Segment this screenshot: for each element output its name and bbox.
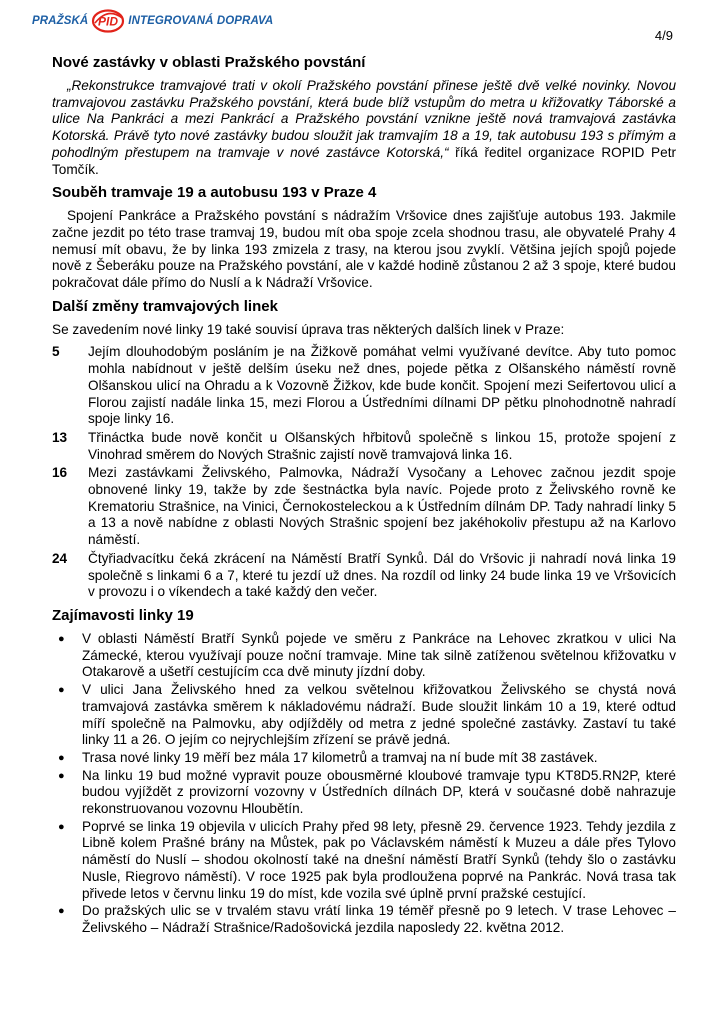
heading-new-stops: Nové zastávky v oblasti Pražského povstání: [52, 54, 366, 71]
bullet-icon: ●: [58, 751, 65, 764]
bullet-text: Na linku 19 bud možné vypravit pouze obousměrné kloubové tramvaje typu KT8D5.RN2P, které budou vyjíždět z provizorní vozovny v Ústředních dílnách DP, která v současné době nahrazuje rekonstruovanou vozovnu Hloubětín.: [82, 767, 676, 817]
quote-attribution: říká ředitel organizace ROPID Petr Tomčík.: [52, 144, 676, 177]
logo-text-left: PRAŽSKÁ: [32, 15, 89, 27]
list-item: [52, 903, 676, 936]
facts-bullet-list: [52, 631, 676, 937]
list-item: [52, 750, 676, 767]
list-item: [52, 682, 676, 749]
document-body: [52, 54, 676, 938]
line-change-text: Jejím dlouhodobým posláním je na Žižkově pomáhat velmi využívané devítce. Aby tuto pomoc mohla nabídnout v ještě delším úseku než dnes, pojede pětka z Olšanského náměstí rovně Olšanskou ulicí na Ohradu a k Vozovně Žižkov, kde bude končit. Spojení mezi Seifertovou ulicí a Florou zajistí nadále linka 15, mezi Florou a Ústředními dílnami DP pětku plnohodnotně nahradí spoje linky 16.: [88, 344, 676, 427]
bullet-text: V oblasti Náměstí Bratří Synků pojede ve směru z Pankráce na Lehovec zkratkou v ulici Na Zámecké, kterou využívají pouze noční tramvaje. Mine tak silně zatíženou světelnou křižovatku v Otakarově a ušetří cestujícím cca dvě minuty jízdní doby.: [82, 630, 676, 680]
list-item: [52, 631, 676, 681]
bullet-icon: ●: [58, 905, 65, 918]
bullet-text: V ulici Jana Želivského hned za velkou světelnou křižovatkou Želivského se chystá nová tramvajová zastávka směrem k nákladovému nádraží. Bude sloužit linkám 10 a 19, které odtud míří společně na Palmovku, aby odjížděly od metra z jedné společné zastávky. Zastaví tu také linky 11 a 26. O jejím co nejrychlejším zřízení se právě jedná.: [82, 682, 676, 748]
bullet-icon: ●: [58, 769, 65, 782]
line-number: 16: [52, 465, 68, 481]
line-number: 13: [52, 429, 68, 445]
list-item: [52, 344, 676, 428]
line-change-text: Mezi zastávkami Želivského, Palmovka, Nádraží Vysočany a Lehovec začnou jezdit spoje obnovené linky 19, takže by zde šestnáctka byla navíc. Pojede proto z Želivského rovně ke Krematoriu Strašnice, na Vinici, Černokosteleckou a k Ústředním dílnám DP. Tady nahradí linky 5 a 13 a nově nabídne z oblasti Nových Strašnic spojení bez jakéhokoliv přestupu až na Karlovo náměstí.: [88, 465, 676, 548]
quote-text: „Rekonstrukce tramvajové trati v okolí Pražského povstání přinese ještě dvě velké novinky. Novou tramvajovou zastávku Pražského povstání, která bude blíž vstupům do metra u křižovatky Táborské a ulice Na Pankráci a mezi Pankrácí a Pražského povstání vznikne ještě nová tramvajová zastávka Kotorská. Právě tyto nové zastávky budou sloužit jak tramvajím 18 a 19, tak autobusu 193 s přímým a pohodlným přestupem na tramvaje v nové zastávce Kotorská,“: [52, 78, 676, 160]
list-item: [52, 819, 676, 903]
page-number: 4/9: [654, 28, 673, 43]
list-item: [52, 551, 676, 601]
bullet-icon: ●: [58, 632, 65, 645]
line-change-text: Čtyřiadvacítku čeká zkrácení na Náměstí Bratří Synků. Dál do Vršovic ji nahradí nová linka 19 společně s linkami 6 a 7, které tu jezdí už dnes. Na rozdíl od linky 24 bude linka 19 ve Vršovicích v provozu i o víkendech a také každý den večer.: [88, 550, 676, 600]
list-item: [52, 465, 676, 549]
pid-logo-icon: [91, 9, 125, 33]
list-item: [52, 430, 676, 463]
heading-other-changes: Další změny tramvajových linek: [52, 297, 278, 315]
line-change-text: Třináctka bude nově končit u Olšanských hřbitovů společně s linkou 15, protože spojení z Vinohrad směrem do Nových Strašnic zajistí nově tramvajová linka 16.: [88, 429, 676, 462]
heading-tram-bus-overlap: Souběh tramvaje 19 a autobusu 193 v Praze 4: [52, 184, 377, 202]
bullet-icon: ●: [58, 820, 65, 833]
heading-line19-facts: Zajímavosti linky 19: [52, 606, 194, 624]
line-changes-list: [52, 344, 676, 601]
bullet-text: Poprvé se linka 19 objevila v ulicích Prahy před 98 lety, přesně 29. července 1923. Tehdy jezdila z Libně kolem Prašné brány na Můstek, pak po Václavském náměstí k Muzeu a dále přes Tylovo náměstí do Nuslí – shodou okolností také na dnešní náměstí Bratří Synků (tehdy šlo o zastávku Nusle, Riegrovo náměstí). V roce 1925 pak byla prodloužena poprvé na Pankrác. Nová trasa tak přivede letos v červnu linku 19 do míst, kde vozila své úplně první pražské cestující.: [82, 818, 676, 901]
logo-text-right: INTEGROVANÁ DOPRAVA: [128, 15, 274, 27]
list-item: [52, 768, 676, 818]
bullet-text: Trasa nové linky 19 měří bez mála 17 kilometrů a tramvaj na ní bude mít 38 zastávek.: [82, 749, 598, 765]
bullet-icon: ●: [58, 684, 65, 697]
svg-text:PID: PID: [98, 14, 119, 29]
header-logo: [32, 8, 273, 34]
paragraph-overlap: Spojení Pankráce a Pražského povstání s nádražím Vršovice dnes zajišťuje autobus 193. Jakmile začne jezdit po této trase tramvaj 19, budou mít oba spoje zcela shodnou trasu, ale obyvatelé Prahy 4 nemusí mít obavu, že by linka 193 zmizela z trasy, na kterou jsou zvyklí. Většina jejích spojů pojede nově z Šeberáku pouze na Pražského povstání, ale v každé hodině zůstanou 2 až 3 spoje, které budou pokračovat dále přímo do Nuslí a k Nádraží Vršovice.: [52, 208, 676, 291]
line-number: 24: [52, 550, 68, 566]
line-number: 5: [52, 344, 60, 360]
paragraph-quote: [52, 78, 676, 178]
bullet-text: Do pražských ulic se v trvalém stavu vrátí linka 19 téměř přesně po 9 letech. V trase Lehovec – Želivského – Nádraží Strašnice/Radošovická jezdila naposledy 22. května 2012.: [82, 903, 676, 935]
paragraph-changes-intro: Se zavedením nové linky 19 také souvisí úprava tras některých dalších linek v Praze:: [52, 321, 565, 337]
